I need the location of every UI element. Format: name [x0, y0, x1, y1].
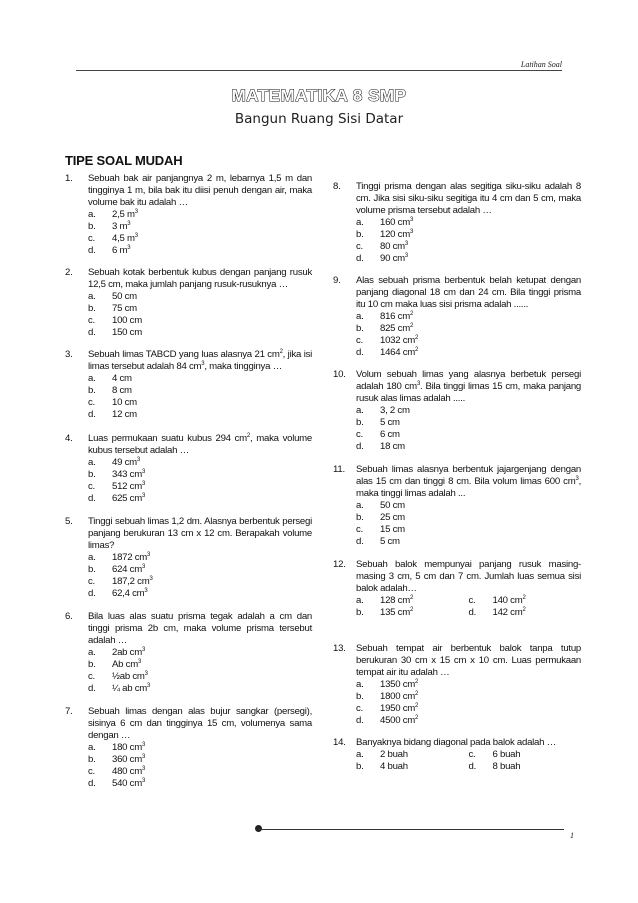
option-text: 2 buah: [380, 749, 408, 760]
option-letter: d.: [356, 536, 364, 547]
option-letter: d.: [88, 493, 96, 504]
question-12: [333, 559, 581, 619]
question-text: Sebuah limas dengan alas bujur sangkar (persegi), sisinya 6 cm dan tingginya 15 cm, volumenya sama dengan …: [88, 706, 312, 741]
question-5: [65, 516, 312, 600]
option-text: 480 $cm^3$: [112, 766, 146, 777]
option-letter: a.: [88, 552, 96, 563]
option-text: 6 $m^3$: [112, 245, 131, 256]
option-letter: c.: [88, 233, 95, 244]
answer-option: [88, 588, 312, 600]
question-number: 13.: [333, 643, 346, 654]
option-text: 100 cm: [112, 315, 142, 326]
question-number: 4.: [65, 433, 73, 444]
option-text: 1950 $cm^2$: [380, 703, 419, 714]
answer-option: [88, 481, 312, 493]
option-letter: b.: [356, 512, 364, 523]
answer-option: [469, 749, 582, 761]
option-row: [356, 595, 581, 607]
option-text: 120 $cm^3$: [380, 229, 414, 240]
answer-option: [88, 671, 312, 683]
option-text: 1464 $cm^2$: [380, 347, 419, 358]
option-letter: d.: [468, 607, 477, 618]
answer-option: [356, 429, 581, 441]
header-label: Latihan Soal: [520, 60, 562, 69]
option-letter: a.: [88, 647, 96, 658]
question-number: 9.: [333, 275, 341, 286]
option-text: 180 $cm^3$: [112, 742, 146, 753]
option-text: 10 cm: [112, 397, 137, 408]
option-letter: c.: [356, 429, 363, 440]
answer-option: [356, 323, 581, 335]
option-letter: b.: [88, 754, 96, 765]
option-text: 18 cm: [380, 441, 405, 452]
answer-option: [356, 417, 581, 429]
option-letter: b.: [356, 691, 364, 702]
option-letter: b.: [88, 303, 96, 314]
option-letter: b.: [356, 323, 364, 334]
option-letter: d.: [356, 441, 364, 452]
option-text: 540 $cm^3$: [112, 778, 146, 789]
question-text: Alas sebuah prisma berbentuk belah ketupat dengan panjang diagonal 18 cm dan 24 cm. Bila tinggi prisma itu 10 cm maka luas sisi prisma adalah ......: [356, 275, 581, 310]
answer-option: [356, 347, 581, 359]
question-number: 7.: [65, 706, 73, 717]
option-text: 5 cm: [380, 417, 400, 428]
answer-option: [88, 576, 312, 588]
answer-option: [88, 457, 312, 469]
option-letter: d.: [468, 761, 477, 772]
option-letter: a.: [356, 679, 364, 690]
option-letter: b.: [88, 564, 96, 575]
option-letter: c.: [356, 241, 363, 252]
question-8: [333, 181, 581, 265]
option-letter: a.: [88, 291, 96, 302]
answer-option: [88, 373, 312, 385]
option-text: 135 $cm^2$: [380, 607, 414, 618]
option-letter: a.: [356, 311, 364, 322]
answer-option: [88, 742, 312, 754]
question-text: Sebuah limas TABCD yang luas alasnya 21 $cm^2$, jika isi limas tersebut adalah 84 $cm^3$, maka tingginya …: [88, 349, 313, 372]
option-text: 187,2 $cm^3$: [112, 576, 153, 587]
question-text: Sebuah bak air panjangnya 2 m, lebarnya 1,5 m dan tingginya 1 m, bila bak itu diisi penuh dengan air, maka volume bak itu adalah …: [88, 173, 312, 208]
answer-option: [88, 766, 312, 778]
answer-option: [88, 683, 312, 695]
option-letter: d.: [88, 327, 96, 338]
option-text: 8 buah: [492, 761, 521, 772]
option-text: 825 $cm^2$: [380, 323, 414, 334]
option-text: 12 cm: [112, 409, 137, 420]
question-1: [65, 173, 312, 257]
option-text: 1872 $cm^3$: [112, 552, 151, 563]
option-letter: a.: [356, 405, 364, 416]
option-letter: c.: [88, 481, 95, 492]
option-text: 90 $cm^3$: [380, 253, 408, 264]
question-9: [333, 275, 581, 359]
option-text: 128 $cm^2$: [380, 595, 414, 606]
option-text: 2,5 $m^3$: [112, 209, 138, 220]
answer-option: [356, 217, 581, 229]
option-text: 160 $cm^3$: [380, 217, 414, 228]
question-number: 6.: [65, 611, 73, 622]
question-11: [333, 464, 581, 548]
option-text: 3, 2 cm: [380, 405, 410, 416]
answer-option: [88, 647, 312, 659]
answer-option: [356, 524, 581, 536]
option-text: 4 cm: [112, 373, 132, 384]
option-text: 50 cm: [112, 291, 137, 302]
question-text: Sebuah kotak berbentuk kubus dengan panjang rusuk 12,5 cm, maka jumlah panjang rusuk-rusuknya …: [88, 267, 312, 290]
option-text: 8 cm: [112, 385, 132, 396]
option-text: 50 cm: [380, 500, 405, 511]
option-letter: b.: [88, 221, 96, 232]
question-number: 2.: [65, 267, 73, 278]
answer-option: [88, 303, 312, 315]
option-letter: b.: [356, 229, 364, 240]
answer-option: [356, 335, 581, 347]
question-text: Sebuah balok mempunyai panjang rusuk masing-masing 3 cm, 5 cm dan 7 cm. Jumlah luas semua sisi balok adalah…: [356, 559, 581, 594]
question-text: Tinggi prisma dengan alas segitiga siku-siku adalah 8 cm. Jika sisi siku-siku segitiga itu 4 cm dan 5 cm, maka volume prisma tersebut adalah …: [356, 181, 581, 216]
answer-option: [88, 564, 312, 576]
option-letter: b.: [356, 761, 364, 772]
option-row: [356, 749, 581, 761]
option-letter: c.: [88, 315, 95, 326]
answer-option: [88, 659, 312, 671]
page-title: MATEMATIKA 8 SMP: [231, 86, 407, 105]
option-text: 6 buah: [492, 749, 521, 760]
answer-option: [356, 607, 469, 619]
header-divider: [76, 70, 562, 71]
option-text: 816 $cm^2$: [380, 311, 414, 322]
option-letter: d.: [356, 347, 364, 358]
option-text: 25 cm: [380, 512, 405, 523]
answer-option: [356, 500, 581, 512]
answer-option: [356, 749, 469, 761]
option-text: 4 buah: [380, 761, 408, 772]
question-text: Bila luas alas suatu prisma tegak adalah a cm dan tinggi prisma 2b cm, maka volume prisma tersebut adalah …: [88, 611, 312, 646]
option-letter: a.: [356, 595, 364, 606]
question-6: [65, 611, 312, 695]
answer-option: [88, 209, 312, 221]
option-letter: d.: [88, 683, 96, 694]
question-number: 10.: [333, 369, 346, 380]
answer-option: [356, 441, 581, 453]
option-letter: d.: [88, 588, 96, 599]
footer-divider: [258, 829, 564, 830]
answer-option: [356, 229, 581, 241]
answer-option: [356, 405, 581, 417]
question-13: [333, 643, 581, 727]
answer-option: [469, 761, 582, 773]
option-letter: b.: [356, 417, 364, 428]
answer-option: [469, 595, 582, 607]
option-text: 142 $cm^2$: [492, 607, 526, 618]
option-letter: a.: [356, 749, 364, 760]
option-text: 5 cm: [380, 536, 400, 547]
option-text: 3 $m^3$: [112, 221, 131, 232]
question-14: [333, 737, 581, 773]
option-letter: a.: [88, 373, 96, 384]
question-7: [65, 706, 312, 790]
question-text: Luas permukaan suatu kubus 294 $cm^2$, maka volume kubus tersebut adalah …: [88, 433, 312, 456]
answer-option: [356, 311, 581, 323]
option-letter: c.: [88, 397, 95, 408]
answer-option: [88, 469, 312, 481]
option-text: 1032 $cm^2$: [380, 335, 419, 346]
answer-option: [88, 493, 312, 505]
option-text: 624 $cm^3$: [112, 564, 146, 575]
option-text: ¼ ab $cm^3$: [112, 683, 151, 694]
answer-option: [356, 761, 469, 773]
option-text: 625 $cm^3$: [112, 493, 146, 504]
answer-option: [356, 595, 469, 607]
option-text: 2ab $cm^3$: [112, 647, 146, 658]
option-text: 140 $cm^2$: [492, 595, 526, 606]
answer-option: [356, 253, 581, 265]
question-text: Banyaknya bidang diagonal pada balok adalah …: [356, 737, 556, 748]
option-letter: a.: [88, 457, 96, 468]
question-3: [65, 349, 312, 421]
answer-option: [469, 607, 582, 619]
answer-option: [356, 512, 581, 524]
option-text: 343 $cm^3$: [112, 469, 146, 480]
answer-option: [88, 245, 312, 257]
option-letter: b.: [88, 659, 96, 670]
option-text: 75 cm: [112, 303, 137, 314]
question-4: [65, 433, 312, 505]
option-letter: d.: [88, 409, 96, 420]
page-subtitle: Bangun Ruang Sisi Datar: [234, 111, 404, 127]
option-letter: a.: [356, 217, 364, 228]
option-text: 4500 $cm^2$: [380, 715, 419, 726]
question-text: Volum sebuah limas yang alasnya berbetuk persegi adalah 180 $cm^3$. Bila tinggi limas 15 cm, maka panjang rusuk alas limas adalah .....: [356, 369, 582, 404]
option-letter: b.: [356, 607, 364, 618]
option-row: [356, 607, 581, 619]
question-2: [65, 267, 312, 339]
option-text: 80 $cm^3$: [380, 241, 408, 252]
answer-option: [88, 315, 312, 327]
question-number: 5.: [65, 516, 73, 527]
question-number: 11.: [333, 464, 345, 475]
option-text: 49 $cm^3$: [112, 457, 140, 468]
answer-option: [88, 409, 312, 421]
answer-option: [88, 754, 312, 766]
option-letter: c.: [88, 766, 95, 777]
option-text: 4,5 $m^3$: [112, 233, 138, 244]
answer-option: [356, 536, 581, 548]
left-question-column: [65, 173, 312, 790]
option-text: 512 $cm^3$: [112, 481, 146, 492]
answer-option: [88, 327, 312, 339]
option-letter: d.: [88, 245, 96, 256]
option-text: 62,4 $cm^3$: [112, 588, 148, 599]
option-letter: d.: [88, 778, 96, 789]
option-letter: c.: [356, 703, 363, 714]
answer-option: [88, 552, 312, 564]
option-letter: d.: [356, 253, 364, 264]
question-text: Tinggi sebuah limas 1,2 dm. Alasnya berbentuk persegi panjang berukuran 13 cm x 12 cm. Berapakah volume limas?: [88, 516, 312, 551]
question-text: Sebuah limas alasnya berbentuk jajargenjang dengan alas 15 cm dan tinggi 8 cm. Bila volum limas 600 $cm^3$, maka tinggi limas adalah ...: [356, 464, 581, 499]
page-number: 1: [570, 831, 574, 840]
option-letter: b.: [88, 469, 96, 480]
option-letter: d.: [356, 715, 364, 726]
option-text: 6 cm: [380, 429, 400, 440]
answer-option: [88, 221, 312, 233]
answer-option: [88, 233, 312, 245]
option-text: Ab $cm^3$: [112, 659, 142, 670]
option-letter: a.: [88, 742, 96, 753]
answer-option: [88, 397, 312, 409]
option-letter: a.: [356, 500, 364, 511]
question-number: 12.: [333, 559, 346, 570]
answer-option: [88, 385, 312, 397]
right-question-column: [333, 181, 581, 773]
question-text: Sebuah tempat air berbentuk balok tanpa tutup berukuran 30 cm x 15 cm x 10 cm. Luas permukaan tempat air itu adalah …: [356, 643, 581, 678]
answer-option: [356, 703, 581, 715]
option-letter: c.: [88, 671, 95, 682]
option-text: 360 $cm^3$: [112, 754, 146, 765]
option-text: 1350 $cm^2$: [380, 679, 419, 690]
question-number: 1.: [65, 173, 73, 184]
option-letter: c.: [88, 576, 95, 587]
option-text: 150 cm: [112, 327, 142, 338]
option-row: [356, 761, 581, 773]
answer-option: [88, 778, 312, 790]
option-letter: c.: [356, 335, 363, 346]
option-text: 15 cm: [380, 524, 405, 535]
question-number: 8.: [333, 181, 341, 192]
option-letter: c.: [468, 595, 476, 606]
question-number: 14.: [333, 737, 346, 748]
question-number: 3.: [65, 349, 73, 360]
answer-option: [356, 691, 581, 703]
answer-option: [356, 241, 581, 253]
answer-option: [356, 715, 581, 727]
option-text: 1800 $cm^2$: [380, 691, 419, 702]
answer-option: [356, 679, 581, 691]
option-letter: a.: [88, 209, 96, 220]
option-letter: c.: [356, 524, 363, 535]
question-10: [333, 369, 581, 453]
option-letter: c.: [468, 749, 476, 760]
option-letter: b.: [88, 385, 96, 396]
section-heading: TIPE SOAL MUDAH: [65, 153, 183, 168]
option-text: ½ab $cm^3$: [112, 671, 148, 682]
answer-option: [88, 291, 312, 303]
